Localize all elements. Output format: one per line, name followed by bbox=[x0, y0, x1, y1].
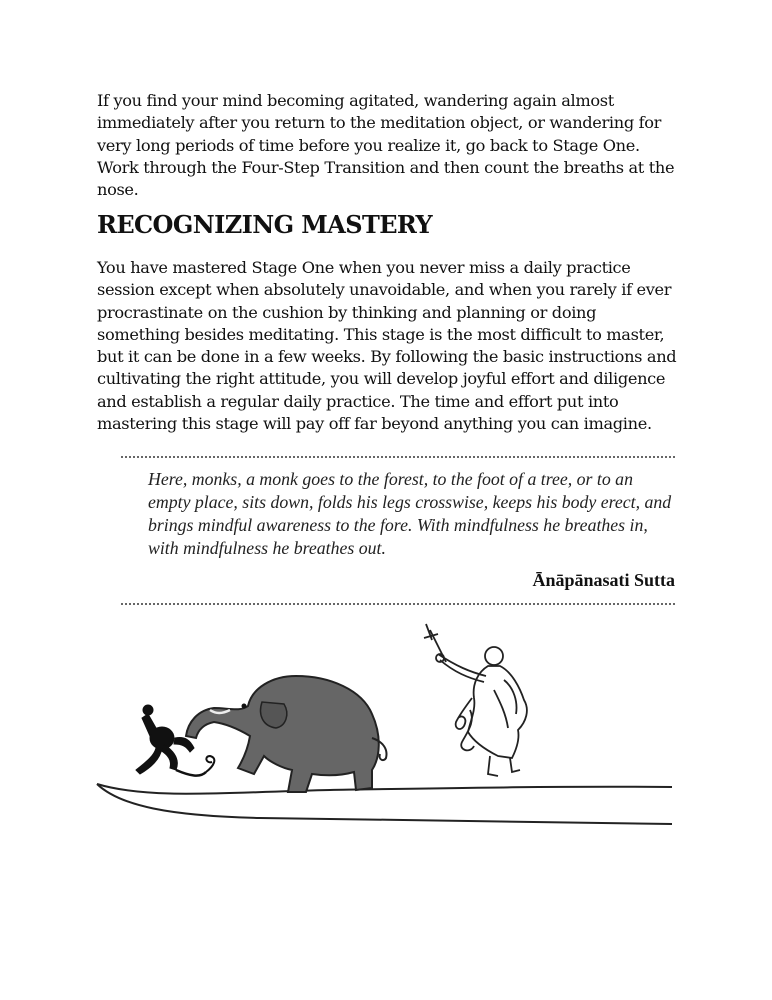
monk-icon bbox=[424, 624, 527, 776]
quote-bottom-divider bbox=[121, 603, 675, 605]
path-upper-line bbox=[97, 784, 672, 794]
intro-paragraph: If you find your mind becoming agitated, wandering again almost immediately after you return to the meditation object, or wandering for very long periods of time before you realize it, go back to Stage One. Work through the Four-Step Transition and then count the breaths at the nose. bbox=[97, 91, 675, 200]
sutta-quote: Here, monks, a monk goes to the forest, to the foot of a tree, or to an empty place, sits down, folds his legs crosswise, keeps his body erect, and brings mindful awareness to the fore. With mindfulness he breathes in, with mindfulness he breathes out. bbox=[148, 469, 672, 558]
section-heading: RECOGNIZING MASTERY bbox=[97, 210, 433, 239]
elephant-icon bbox=[186, 676, 386, 792]
quote-source: Ānāpānasati Sutta bbox=[532, 570, 675, 590]
quote-top-divider bbox=[121, 456, 675, 458]
mastery-paragraph: You have mastered Stage One when you never miss a daily practice session except when absolutely unavoidable, and when you rarely if ever procrastinate on the cushion by thinking and planning or doing something besides meditating. This stage is the most difficult to master, but it can be done in a few weeks. By following the basic instructions and cultivating the right attitude, you will develop joyful effort and diligence and establish a regular daily practice. The time and effort put into mastering this stage will pay off far beyond anything you can imagine. bbox=[97, 258, 677, 434]
path-illustration bbox=[0, 610, 772, 840]
